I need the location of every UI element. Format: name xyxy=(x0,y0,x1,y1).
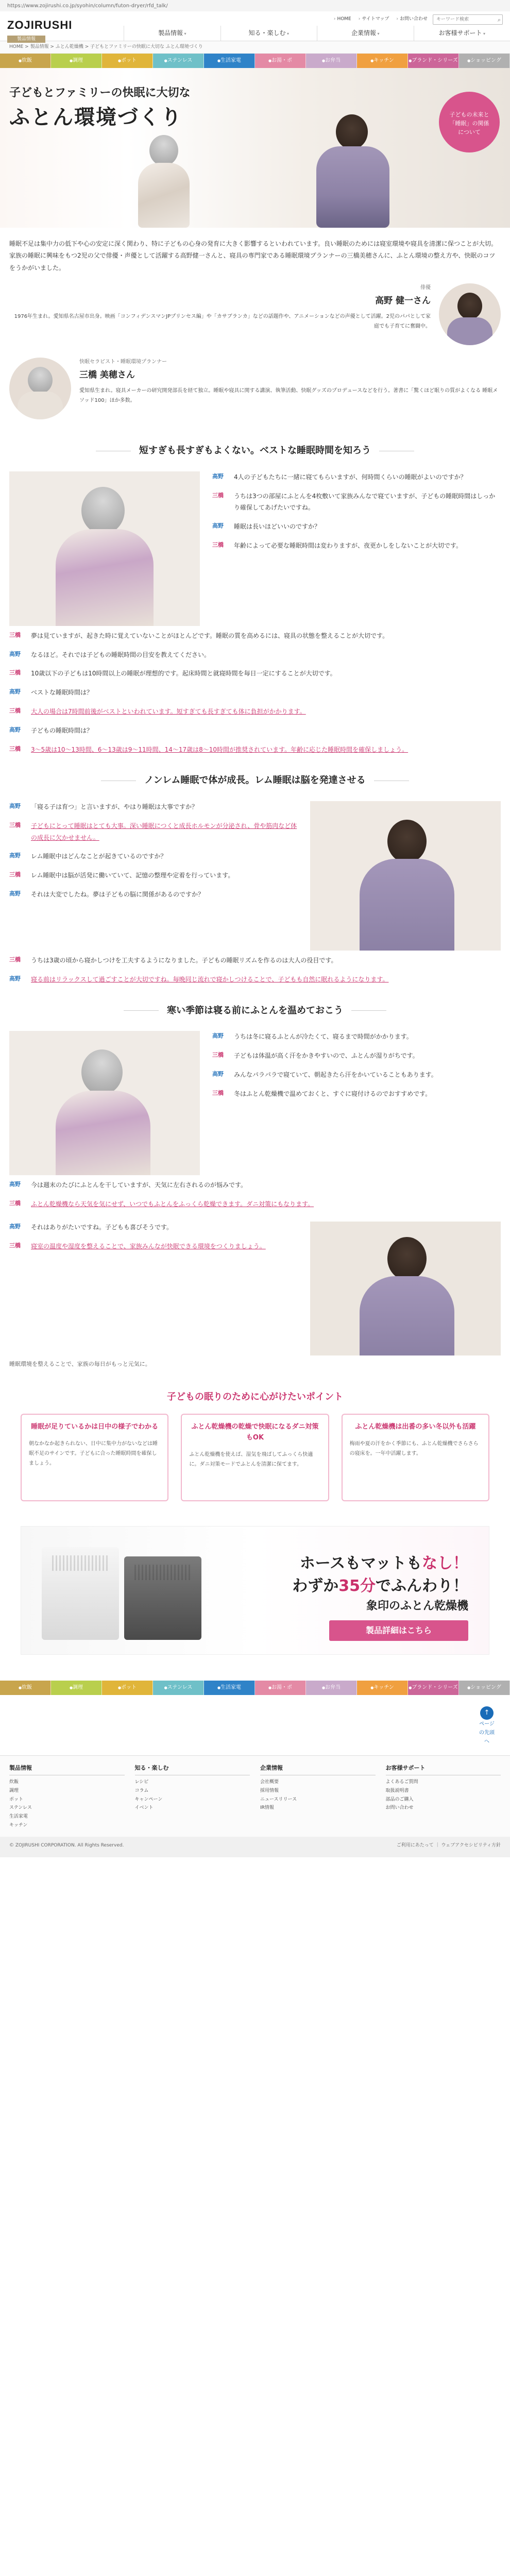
section1-lines xyxy=(212,471,501,559)
banner-headline-3: 象印のふとん乾燥機 xyxy=(366,1600,468,1613)
gnav-enjoy[interactable]: 知る・楽しむ ▾ xyxy=(220,26,317,41)
dialog-line xyxy=(9,649,501,661)
category-tab[interactable]: ● ショッピング xyxy=(459,1681,510,1695)
speaker-label: 三橋 xyxy=(9,707,21,714)
photo-takano-smiling xyxy=(310,1222,501,1355)
section2-lines xyxy=(9,801,298,908)
footer-link[interactable]: イベント xyxy=(134,1805,154,1811)
category-tab[interactable]: ● ポット xyxy=(102,1681,153,1695)
point-card-title: ふとん乾燥機は出番の多い冬以外も活躍 xyxy=(355,1423,476,1431)
copyright: © ZOJIRUSHI CORPORATION. All Rights Reserved. xyxy=(9,1843,124,1849)
section1-paragraphs xyxy=(0,630,510,756)
product-image-white-dryer xyxy=(42,1547,119,1640)
intro-text: 睡眠不足は集中力の低下や心の安定に深く関わり、特に子どもの心身の発育に大きく影響するといわれています。良い睡眠のためには寝室環境や寝具を清潔に保つことが大切。家族の睡眠に興味をもつ2児の父で俳優・声優として活躍する高野健一さんと、寝具の専門家である睡眠環境プランナーの三橋美穂さんに、ふとん環境の整え方や、快眠のコツをうかがいました。 xyxy=(9,240,498,272)
brand-logo[interactable] xyxy=(7,15,75,43)
footer-link[interactable]: 採用情報 xyxy=(260,1788,279,1793)
avatar-takano xyxy=(439,283,501,345)
dialog-line xyxy=(212,490,501,514)
footer-link[interactable]: 部品のご購入 xyxy=(385,1797,414,1802)
line-text-highlight: 子どもにとって睡眠はとても大事。深い睡眠につくと成長ホルモンが分泌され、骨や筋肉など体の成長に欠かせません。 xyxy=(31,822,297,841)
photo-mitsuhashi-smiling xyxy=(9,1031,200,1175)
section3-lines xyxy=(212,1031,501,1107)
speaker-label: 三橋 xyxy=(9,871,21,878)
expert-mitsuhashi-bio: 愛知県生まれ。寝具メーカーの研究開発部長を経て独立。睡眠や寝具に関する講演、執筆活動、快眠グッズのプロデュースなどを行う。著書に「驚くほど眠りの質がよくなる 睡眠メソッド100」ほか多数。 xyxy=(79,388,498,403)
section2-paragraphs xyxy=(0,955,510,986)
expert-takano-bio: 1976年生まれ。愛知県名古屋市出身。映画「コンフィデンスマンJPプリンセス編」や「カサブランカ」などの話題作や、アニメーションなどの声優として活躍。2児のパパとして家庭でも子育てに奮闘中。 xyxy=(14,314,431,329)
banner-line2c: でふんわり！ xyxy=(376,1577,468,1595)
gnav-products[interactable]: 製品情報 ▾ xyxy=(124,26,220,41)
url-bar[interactable]: https://www.zojirushi.co.jp/syohin/column/futon-dryer/rfd_talk/ xyxy=(0,0,510,11)
point-card-body: 梅雨や夏の汗をかく季節にも、ふとん乾燥機でさらさらの寝床を。一年中活躍します。 xyxy=(349,1440,479,1456)
category-tab[interactable]: ● お湯・ポ xyxy=(255,54,306,68)
expert-takano-name: 高野 健一さん xyxy=(375,295,431,306)
line-text: うちは3歳の頃から寝かしつけを工夫するようになりました。子どもの睡眠リズムを作るのは大人の役目です。 xyxy=(31,956,337,964)
footer-col-title[interactable]: 知る・楽しむ xyxy=(135,1763,250,1775)
dialog-line xyxy=(9,851,298,862)
dialog-line xyxy=(212,1050,501,1062)
breadcrumb: HOME > 製品情報 > ふとん乾燥機 > 子どもとファミリーの快眠に大切な ふとん環境づくり xyxy=(0,41,510,54)
global-nav xyxy=(124,26,510,41)
section-title-sleep-duration: 短すぎも長すぎもよくない。ベストな睡眠時間を知ろう xyxy=(0,443,510,459)
point-card-body: ふとん乾燥機を使えば、湿気を飛ばしてふっくら快適に。ダニ対策モードでふとんを清潔に保てます。 xyxy=(189,1451,313,1467)
category-tab[interactable]: ● 炊飯 xyxy=(0,1681,51,1695)
speaker-label: 高野 xyxy=(9,650,21,657)
speaker-label: 三橋 xyxy=(212,1051,224,1058)
dialog-line xyxy=(212,1069,501,1081)
search-icon[interactable]: ⌕ xyxy=(497,16,501,23)
photo3-head xyxy=(81,1049,123,1095)
dialog-line xyxy=(9,1241,298,1252)
photo-mitsuhashi-talking xyxy=(9,471,200,626)
section3-note: 睡眠環境を整えることで、家族の毎日がもっと元気に。 xyxy=(9,1360,151,1367)
speaker-label: 三橋 xyxy=(9,669,21,676)
category-nav xyxy=(0,54,510,68)
dialog-line xyxy=(9,1179,501,1191)
speaker-label: 三橋 xyxy=(9,745,21,752)
logo-tag: 製品情報 xyxy=(7,36,45,43)
product-detail-button[interactable]: 製品詳細はこちら xyxy=(329,1620,468,1641)
expert-mitsuhashi-name-block xyxy=(79,358,501,383)
dryer-grill xyxy=(52,1555,109,1571)
footer-link[interactable]: 調理 xyxy=(9,1788,19,1793)
dialog-line xyxy=(212,540,501,552)
line-text: それは大変でしたね。夢は子どもの脳に関係があるのですか？ xyxy=(31,890,205,898)
line-text: なるほど。それでは子どもの睡眠時間の目安を教えてください。 xyxy=(31,651,211,658)
point-card-title: ふとん乾燥機の乾燥で快眠になるダニ対策もOK xyxy=(191,1423,319,1442)
logo-wordmark: ZOJIRUSHI xyxy=(7,19,73,31)
product-banner[interactable] xyxy=(21,1526,489,1655)
dialog-line xyxy=(9,668,501,680)
category-tab[interactable]: ● キッチン xyxy=(357,1681,408,1695)
section3-paragraphs xyxy=(0,1179,510,1210)
footer-link[interactable]: ニュースリリース xyxy=(260,1797,297,1802)
section3-dialog xyxy=(0,1027,510,1179)
footer-link[interactable]: 生活家電 xyxy=(9,1814,28,1819)
line-text: 4人の子どもたちに一緒に寝てもらいますが、何時間くらいの睡眠がよいのですか？ xyxy=(234,473,467,481)
dialog-line xyxy=(212,471,501,483)
footer-nav xyxy=(0,1755,510,1837)
dialog-line xyxy=(9,630,501,642)
footer-link[interactable]: キッチン xyxy=(9,1822,28,1828)
dialog-line xyxy=(9,801,298,813)
category-tab[interactable]: ● 生活家電 xyxy=(204,1681,255,1695)
util-link-home[interactable]: › HOME xyxy=(334,15,351,23)
footer-link[interactable]: 会社概要 xyxy=(260,1780,279,1785)
hero-badge xyxy=(439,92,500,152)
photo1-body xyxy=(56,529,154,626)
section2-dialog xyxy=(0,797,510,955)
banner-line2b: 35分 xyxy=(338,1577,376,1595)
footer-col-products xyxy=(9,1763,125,1829)
footer-link[interactable]: 炊飯 xyxy=(9,1780,19,1785)
speaker-label: 高野 xyxy=(212,472,224,480)
line-text-highlight: 3〜5歳は10〜13時間、6〜13歳は9〜11時間、14〜17歳は8〜10時間が推奨されています。年齢に応じた睡眠時間を確保しましょう。 xyxy=(31,745,409,753)
site-header xyxy=(0,11,510,41)
dialog-line xyxy=(9,687,501,699)
line-text: 10歳以下の子どもは10時間以上の睡眠が理想的です。起床時間と就寝時間を毎日一定にすることが大切です。 xyxy=(31,670,336,677)
line-text: レム睡眠中は脳が活発に働いていて、記憶の整理や定着を行っています。 xyxy=(31,872,234,879)
dialog-line xyxy=(9,744,501,756)
point-card-body: 朝なかなか起きられない、日中に集中力がないなどは睡眠不足のサインです。子どもに合った睡眠時間を確保しましょう。 xyxy=(29,1440,158,1466)
category-tab[interactable]: ● 生活家電 xyxy=(204,54,255,68)
back-to-top-label: ページの先頭へ xyxy=(479,1721,495,1744)
speaker-label: 三橋 xyxy=(9,631,21,638)
footer-link[interactable]: ポット xyxy=(9,1797,24,1802)
speaker-label: 三橋 xyxy=(9,956,21,963)
point-card xyxy=(342,1414,489,1501)
dialog-line xyxy=(9,974,501,986)
section3-lines-b xyxy=(9,1222,298,1260)
line-text-highlight: 寝室の温度や湿度を整えることで、家族みんなが快眠できる環境をつくりましょう。 xyxy=(31,1242,266,1250)
product-image-gray-dryer xyxy=(124,1556,201,1640)
footer-col-title[interactable]: 製品情報 xyxy=(9,1763,125,1775)
dialog-line xyxy=(212,1088,501,1100)
woman-body xyxy=(138,163,190,228)
speaker-label: 三橋 xyxy=(9,1242,21,1249)
expert-takano-name-block xyxy=(9,283,431,309)
point-card-title: 睡眠が足りているかは日中の様子でわかる xyxy=(31,1423,159,1431)
section1-dialog xyxy=(0,467,510,630)
speaker-label: 三橋 xyxy=(212,1089,224,1096)
dialog-line xyxy=(9,870,298,882)
expert-mitsuhashi xyxy=(0,351,510,426)
dialog-line xyxy=(9,706,501,718)
footer-link[interactable]: お問い合わせ xyxy=(385,1805,414,1811)
line-text: レム睡眠中はどんなことが起きているのですか？ xyxy=(31,853,167,860)
line-text: 子どもの睡眠時間は？ xyxy=(31,726,93,734)
expert-takano-text xyxy=(9,283,431,331)
category-tab[interactable]: ● お弁当 xyxy=(306,54,357,68)
dialog-line xyxy=(9,820,298,844)
photo2-head xyxy=(387,820,427,863)
footer-link[interactable]: 取扱説明書 xyxy=(385,1788,409,1793)
category-tab[interactable]: ● お湯・ポ xyxy=(255,1681,306,1695)
footer-col-title[interactable]: 企業情報 xyxy=(260,1763,376,1775)
man-body xyxy=(316,146,389,228)
category-tab[interactable]: ● キッチン xyxy=(357,54,408,68)
avatar-takano-body xyxy=(447,317,492,345)
woman-head xyxy=(149,135,178,166)
line-text: うちは3つの部屋にふとんを4枚敷いて家族みんなで寝ていますが、子どもの睡眠時間はしっかり確保してあげたいですね。 xyxy=(234,492,496,512)
utility-links xyxy=(334,15,428,23)
footer-col-title[interactable]: お客様サポート xyxy=(386,1763,501,1775)
speaker-label: 高野 xyxy=(212,1032,224,1040)
speaker-label: 三橋 xyxy=(9,1199,21,1207)
banner-line1a: ホースもマットも xyxy=(299,1554,422,1572)
category-tab[interactable]: ● 調理 xyxy=(51,54,102,68)
photo2-body xyxy=(360,859,454,951)
category-tab[interactable]: ● ステンレス xyxy=(153,54,204,68)
line-text: 今は週末のたびにふとんを干していますが、天気に左右されるのが悩みです。 xyxy=(31,1181,247,1189)
category-tab[interactable]: ● ポット xyxy=(102,54,153,68)
search-input[interactable] xyxy=(433,14,503,25)
category-tab[interactable]: ● ブランド・シリーズ xyxy=(408,54,459,68)
speaker-label: 三橋 xyxy=(9,821,21,828)
speaker-label: 高野 xyxy=(9,1181,21,1188)
speaker-label: 三橋 xyxy=(212,492,224,499)
speaker-label: 高野 xyxy=(212,1070,224,1077)
dialog-line xyxy=(212,521,501,533)
dryer-grill xyxy=(134,1565,191,1580)
speaker-label: 高野 xyxy=(9,688,21,696)
points-heading: 子どもの眠りのために心がけたいポイント xyxy=(167,1392,343,1403)
expert-takano-role: 俳優 xyxy=(420,285,431,291)
expert-takano xyxy=(0,277,510,351)
banner-line1b: なし！ xyxy=(422,1554,468,1572)
expert-mitsuhashi-name: 三橋 美穂さん xyxy=(79,369,135,380)
category-tab[interactable]: ● 炊飯 xyxy=(0,54,51,68)
line-text: 冬はふとん乾燥機で温めておくと、すぐに寝付けるのでおすすめです。 xyxy=(234,1090,432,1097)
expert-mitsuhashi-role: 快眠セラピスト・睡眠環境プランナー xyxy=(79,359,167,365)
point-card xyxy=(181,1414,329,1501)
category-tab[interactable]: ● ステンレス xyxy=(153,1681,204,1695)
footer-link[interactable]: IR情報 xyxy=(260,1805,274,1811)
photo-woman-sitting xyxy=(129,135,201,228)
dialog-line xyxy=(9,889,298,901)
avatar-mitsuhashi-head xyxy=(28,367,53,394)
footer-col-support xyxy=(386,1763,501,1829)
hero xyxy=(0,68,510,228)
hero-title: ふとん環境づくり xyxy=(9,105,182,129)
man-head xyxy=(336,114,368,149)
speaker-label: 高野 xyxy=(212,522,224,530)
section3-dialog-b xyxy=(0,1217,510,1360)
avatar-mitsuhashi xyxy=(9,358,71,419)
line-text: うちは冬に寝るふとんが冷たくて、寝るまで時間がかかります。 xyxy=(234,1033,413,1041)
speaker-label: 高野 xyxy=(9,802,21,809)
speaker-label: 高野 xyxy=(9,1223,21,1230)
photo-man-sitting xyxy=(309,114,397,228)
footer-link[interactable]: コラム xyxy=(134,1788,149,1793)
category-tab[interactable]: ● ショッピング xyxy=(459,54,510,68)
line-text: 「寝る子は育つ」と言いますが、やはり睡眠は大事ですか？ xyxy=(31,803,198,810)
line-text: 年齢によって必要な睡眠時間は変わりますが、夜更かしをしないことが大切です。 xyxy=(234,541,463,549)
footer-bar xyxy=(0,1837,510,1857)
hero-subtitle: 子どもとファミリーの快眠に大切な xyxy=(9,87,191,99)
speaker-label: 高野 xyxy=(9,726,21,733)
footer-col-company xyxy=(260,1763,376,1829)
category-tab[interactable]: ● ブランド・シリーズ xyxy=(408,1681,459,1695)
gnav-support[interactable]: お客様サポート ▾ xyxy=(414,26,510,41)
banner-line2a: わずか xyxy=(292,1577,339,1595)
line-text: ベストな睡眠時間は？ xyxy=(31,689,93,697)
util-link-sitemap[interactable]: › サイトマップ xyxy=(359,15,389,23)
dialog-line xyxy=(9,1222,298,1233)
photo1-head xyxy=(81,487,125,534)
line-text: それはありがたいですね。子どもも喜びそうです。 xyxy=(31,1223,173,1231)
speaker-label: 高野 xyxy=(9,975,21,982)
hero-badge-text: 子どもの未来と 「睡眠」の関係 について xyxy=(449,111,489,136)
speaker-label: 三橋 xyxy=(212,541,224,548)
footer-link[interactable]: レシピ xyxy=(134,1780,149,1785)
section-title-warm-futon: 寒い季節は寝る前にふとんを温めておこう xyxy=(0,1003,510,1019)
footer-link[interactable]: キャンペーン xyxy=(134,1797,163,1802)
category-tab[interactable]: ● お弁当 xyxy=(306,1681,357,1695)
line-text: みんなパラパラで寝ていて、朝起きたら汗をかいていることもあります。 xyxy=(234,1071,437,1078)
footer-link[interactable]: よくあるご質問 xyxy=(385,1780,418,1785)
avatar-takano-head xyxy=(457,293,482,319)
banner-headline-2 xyxy=(292,1573,468,1599)
dialog-line xyxy=(9,1198,501,1210)
photo3-body xyxy=(56,1091,150,1175)
dialog-line xyxy=(212,1031,501,1043)
section-title-rem-sleep: ノンレム睡眠で体が成長。レム睡眠は脳を発達させる xyxy=(0,773,510,789)
category-tab[interactable]: ● 調理 xyxy=(51,1681,102,1695)
util-link-contact[interactable]: › お問い合わせ xyxy=(396,15,428,23)
category-nav-bottom xyxy=(0,1681,510,1695)
points-cards xyxy=(0,1414,510,1501)
photo-takano-talking xyxy=(310,801,501,951)
line-text: 子どもは体温が高く汗をかきやすいので、ふとんが湿りがちです。 xyxy=(234,1052,419,1059)
speaker-label: 高野 xyxy=(9,852,21,859)
dialog-line xyxy=(9,955,501,967)
speaker-label: 高野 xyxy=(9,890,21,897)
avatar-mitsuhashi-body xyxy=(18,392,63,419)
footer-link[interactable]: ステンレス xyxy=(9,1805,32,1811)
point-card xyxy=(21,1414,168,1501)
dialog-line xyxy=(9,725,501,737)
footer-col-enjoy xyxy=(135,1763,250,1829)
photo4-body xyxy=(360,1276,454,1355)
line-text-highlight: 大人の場合は7時間前後がベストといわれています。短すぎても長すぎても体に負担がかかります。 xyxy=(31,707,306,715)
line-text: 睡眠は長いほどいいのですか？ xyxy=(234,523,321,531)
line-text: 夢は見ていますが、起きた時に覚えていないことがほとんどです。睡眠の質を高めるには、寝具の状態を整えることが大切です。 xyxy=(31,632,389,639)
expert-mitsuhashi-text xyxy=(79,358,501,405)
back-to-top[interactable] xyxy=(479,1706,510,1746)
arrow-up-icon[interactable]: ↑ xyxy=(480,1706,494,1720)
footer-legal-links[interactable]: ご利用にあたって ｜ ウェブアクセシビリティ方針 xyxy=(396,1843,501,1849)
line-text-highlight: ふとん乾燥機なら天気を気にせず、いつでもふとんをふっくら乾燥できます。ダニ対策にもなります。 xyxy=(31,1200,314,1208)
photo4-head xyxy=(387,1237,427,1280)
gnav-company[interactable]: 企業情報 ▾ xyxy=(317,26,414,41)
line-text-highlight: 寝る前はリラックスして過ごすことが大切ですね。毎晩同じ流れで寝かしつけることで、子どもも自然に眠れるようになります。 xyxy=(31,975,389,983)
